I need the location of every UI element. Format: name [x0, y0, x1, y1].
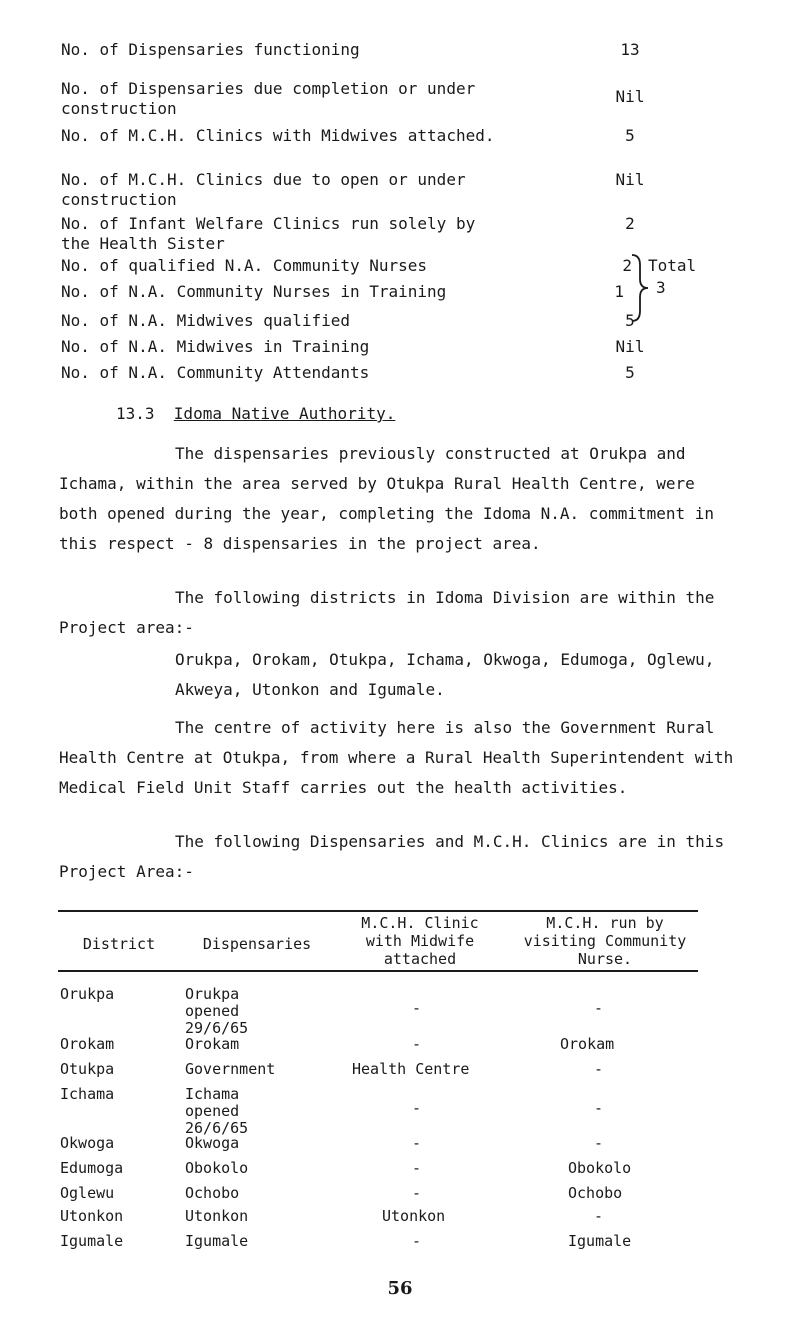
table-header-mch-nurse: M.C.H. run by visiting Community Nurse.: [523, 914, 687, 968]
stat-value: 5: [625, 363, 635, 382]
table-cell: -: [594, 1207, 604, 1225]
table-cell: Oglewu: [60, 1184, 115, 1202]
table-cell: Otukpa: [60, 1060, 115, 1078]
table-cell: -: [412, 999, 422, 1017]
stat-value: Nil: [615, 170, 645, 189]
stat-label: No. of Infant Welfare Clinics run solely by the Health Sister: [61, 214, 476, 253]
table-cell: Orukpa opened 29/6/65: [185, 985, 249, 1037]
table-cell: Orokam: [560, 1035, 615, 1053]
table-cell: Ichama opened 26/6/65: [185, 1085, 249, 1137]
total-label: Total: [648, 256, 697, 275]
section-heading: [116, 404, 395, 423]
stat-label: No. of N.A. Midwives qualified: [61, 311, 350, 330]
paragraph: [59, 713, 739, 803]
table-header-rule: [58, 970, 698, 972]
table-header-dispensaries: Dispensaries: [202, 935, 312, 953]
table-cell: Government: [185, 1060, 276, 1078]
table-cell: Okwoga: [60, 1134, 115, 1152]
table-cell: Utonkon: [185, 1207, 249, 1225]
paragraph: [59, 439, 739, 559]
table-cell: -: [412, 1134, 422, 1152]
district-list: Orukpa, Orokam, Otukpa, Ichama, Okwoga, Edumoga, Oglewu, Akweya, Utonkon and Igumale.: [175, 650, 715, 699]
table-cell: Ochobo: [568, 1184, 623, 1202]
table-cell: -: [594, 1099, 604, 1117]
table-cell: -: [594, 1060, 604, 1078]
table-cell: -: [412, 1159, 422, 1177]
paragraph-text: The dispensaries previously constructed at Orukpa and Ichama, within the area served by Otukpa Rural Health Centre, were both opened during the year, completing the Idoma N.A. commitment in this respect - 8 dispensaries in the project area.: [59, 444, 715, 553]
table-cell: -: [412, 1099, 422, 1117]
table-cell: -: [412, 1035, 422, 1053]
table-cell: Igumale: [568, 1232, 632, 1250]
stat-value: 13: [620, 40, 640, 59]
stat-value: Nil: [615, 337, 645, 356]
table-cell: Health Centre: [352, 1060, 470, 1078]
stat-label: No. of M.C.H. Clinics with Midwives attached.: [61, 126, 495, 145]
table-cell: -: [594, 999, 604, 1017]
table-cell: Obokolo: [568, 1159, 632, 1177]
table-cell: Utonkon: [60, 1207, 124, 1225]
paragraph: [59, 827, 739, 887]
stat-label: No. of M.C.H. Clinics due to open or under construction: [61, 170, 466, 209]
stat-label: No. of qualified N.A. Community Nurses: [61, 256, 428, 275]
stat-value: 5: [625, 126, 635, 145]
total-value: 3: [656, 278, 666, 297]
paragraph-text: The centre of activity here is also the Government Rural Health Centre at Otukpa, from where a Rural Health Superintendent with Medical Field Unit Staff carries out the health activities.: [59, 718, 734, 797]
table-cell: -: [412, 1184, 422, 1202]
stat-label: No. of N.A. Community Attendants: [61, 363, 370, 382]
table-header-district: District: [82, 935, 156, 953]
stat-label: No. of Dispensaries functioning: [61, 40, 360, 59]
section-number: 13.3: [116, 404, 155, 423]
paragraph: [59, 583, 739, 643]
stat-label: No. of N.A. Community Nurses in Training: [61, 282, 447, 301]
stat-label: No. of N.A. Midwives in Training: [61, 337, 370, 356]
table-cell: Orukpa: [60, 985, 115, 1003]
stat-value: 2: [625, 214, 635, 233]
table-cell: Obokolo: [185, 1159, 249, 1177]
stat-value: 2: [622, 256, 632, 275]
stat-value: Nil: [615, 87, 645, 106]
table-cell: Okwoga: [185, 1134, 240, 1152]
table-cell: Utonkon: [382, 1207, 446, 1225]
table-cell: Igumale: [185, 1232, 249, 1250]
table-cell: Igumale: [60, 1232, 124, 1250]
table-cell: Orokam: [60, 1035, 115, 1053]
stat-label: No. of Dispensaries due completion or under construction: [61, 79, 476, 118]
table-cell: Ichama: [60, 1085, 115, 1103]
paragraph-text: The following districts in Idoma Division are within the Project area:-: [59, 588, 715, 637]
table-cell: Edumoga: [60, 1159, 124, 1177]
stat-value: 1: [614, 282, 624, 301]
table-header-mch-midwife: M.C.H. Clinic with Midwife attached: [361, 914, 479, 968]
table-cell: Ochobo: [185, 1184, 240, 1202]
stat-value: 5: [625, 311, 635, 330]
table-cell: Orokam: [185, 1035, 240, 1053]
paragraph-text: The following Dispensaries and M.C.H. Clinics are in this Project Area:-: [59, 832, 725, 881]
page-number: 56: [387, 1278, 413, 1299]
table-cell: -: [594, 1134, 604, 1152]
table-cell: -: [412, 1232, 422, 1250]
table-top-rule: [58, 910, 698, 912]
section-title: Idoma Native Authority.: [173, 404, 396, 423]
